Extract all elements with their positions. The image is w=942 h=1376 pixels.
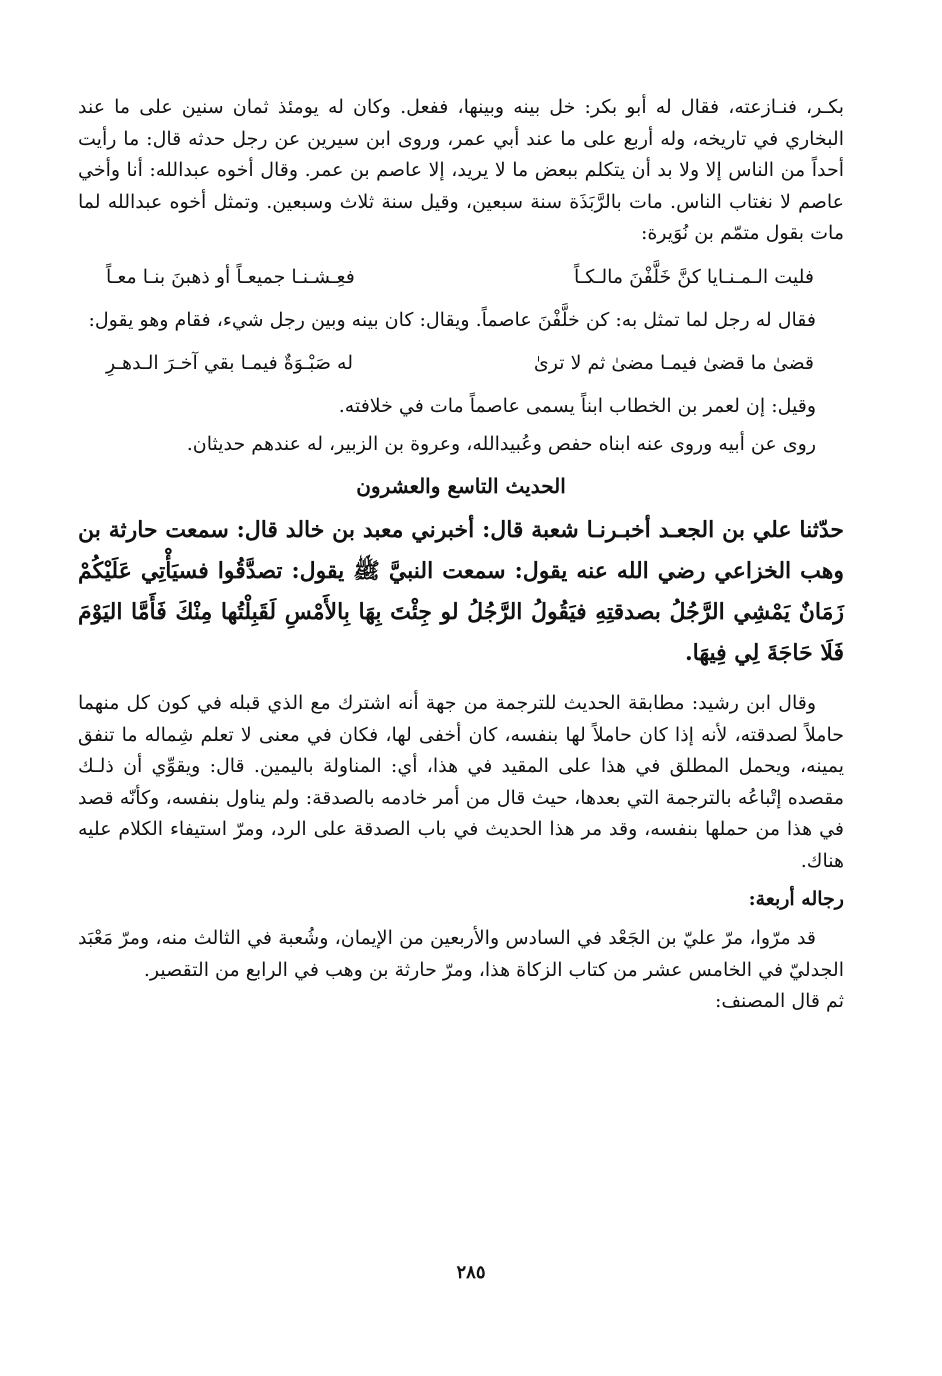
verse-2-second-hemistich: له صَبْـوَةٌ فيمـا بقي آخـرَ الـدهـرِ [106,352,354,374]
page-body [78,92,844,1018]
paragraph-biography: بكـر، فنـازعته، فقال له أبو بكر: خل بينه وبينها، ففعل. وكان له يومئذ ثمان سنين على ما عند البخاري في تاريخه، وله أربع على ما عند أبي عمر، وروى ابن سيرين عن رجل حدثه قال: ما رأيت أحداً من الناس إلا ولا بد أن يتكلم ببعض ما لا يريد، إلا عاصم بن عمر. وقال أخوه عبدالله: أنا وأخي عاصم لا نغتاب الناس. مات بالرَّبَذَة سنة سبعين، وقيل سنة ثلاث وسبعين. وتمثل أخوه عبدالله لما مات بقول متمّم بن نُوَيرة: [78,96,844,244]
hadith-heading: الحديث التاسع والعشرون [356,474,566,498]
paragraph-narrators: روى عن أبيه وروى عنه ابناه حفص وعُبيدالله، وعروة بن الزبير، له عندهم حديثان. [186,432,816,455]
verse-1-first-hemistich: فليت الـمـنـايا كنَّ خَلَّفْنَ مالـكـاً [573,265,814,288]
paragraph-saying: فقال له رجل لما تمثل به: كن خلَّفْنَ عاصماً. ويقال: كان بينه وبين رجل شيء، فقام وهو يقول: [88,308,816,331]
verse-line-2 [78,348,844,379]
section-subheading: رجاله أربعة: [748,888,844,910]
page-number: ٢٨٥ [456,1262,486,1283]
verse-2-first-hemistich: قضىٰ ما قضىٰ فيمـا مضىٰ ثم لا ترىٰ [533,352,814,374]
verse-line-1 [78,262,844,293]
paragraph-closing: ثم قال المصنف: [714,990,844,1012]
hadith-text: حدّثنا علي بن الجعـد أخبـرنـا شعبة قال: أخبرني معبد بن خالد قال: سمعت حارثة بن وهب الخزاعي رضي الله عنه يقول: سمعت النبيَّ ﷺ يقول: تصدَّقُوا فسيَأْتِي عَلَيْكُمْ زَمَانٌ يَمْشِي الرَّجُلُ بصدقتِهِ فيَقُولُ الرَّجُلُ لو جِئْتَ بِهَا بِالأَمْسِ لَقَبِلْتُها مِنْكَ فَأَمَّا اليَوْمَ فَلَا حَاجَةَ لِي فِيهَا. [78,517,844,666]
paragraph-narrators-detail: قد مرّوا، مرّ عليّ بن الجَعْد في السادس والأربعين من الإيمان، وشُعبة في الثالث منه، ومرّ مَعْبَد الجدليّ في الخامس عشر من كتاب الزكاة هذا، ومرّ حارثة بن وهب في الرابع من التقصير. [78,927,844,981]
paragraph-note: وقيل: إن لعمر بن الخطاب ابناً يسمى عاصماً مات في خلافته. [338,395,816,417]
paragraph-commentary: وقال ابن رشيد: مطابقة الحديث للترجمة من جهة أنه اشترك مع الذي قبله في كون كل منهما حاملاً لصدقته، لأنه إذا كان حاملاً لها بنفسه، كان أخفى لها، فكان في معنى لا تعلم شِماله ما تنفق يمينه، ويحمل المطلق في هذا على المقيد في هذا، أي: المناولة باليمين. قال: ويقوِّي أن ذلـك مقصده إتْباعُه بالترجمة التي بعدها، حيث قال من أمر خادمه بالصدقة: ولم يناول بنفسه، وكأنّه قصد في هذا من حملها بنفسه، وقد مر هذا الحديث في باب الصدقة على الرد، ومرّ استيفاء الكلام عليه هناك. [78,692,844,872]
verse-1-second-hemistich: فعِـشـنـا جميعـاً أو ذهبنَ بنـا معـاً [106,265,355,288]
